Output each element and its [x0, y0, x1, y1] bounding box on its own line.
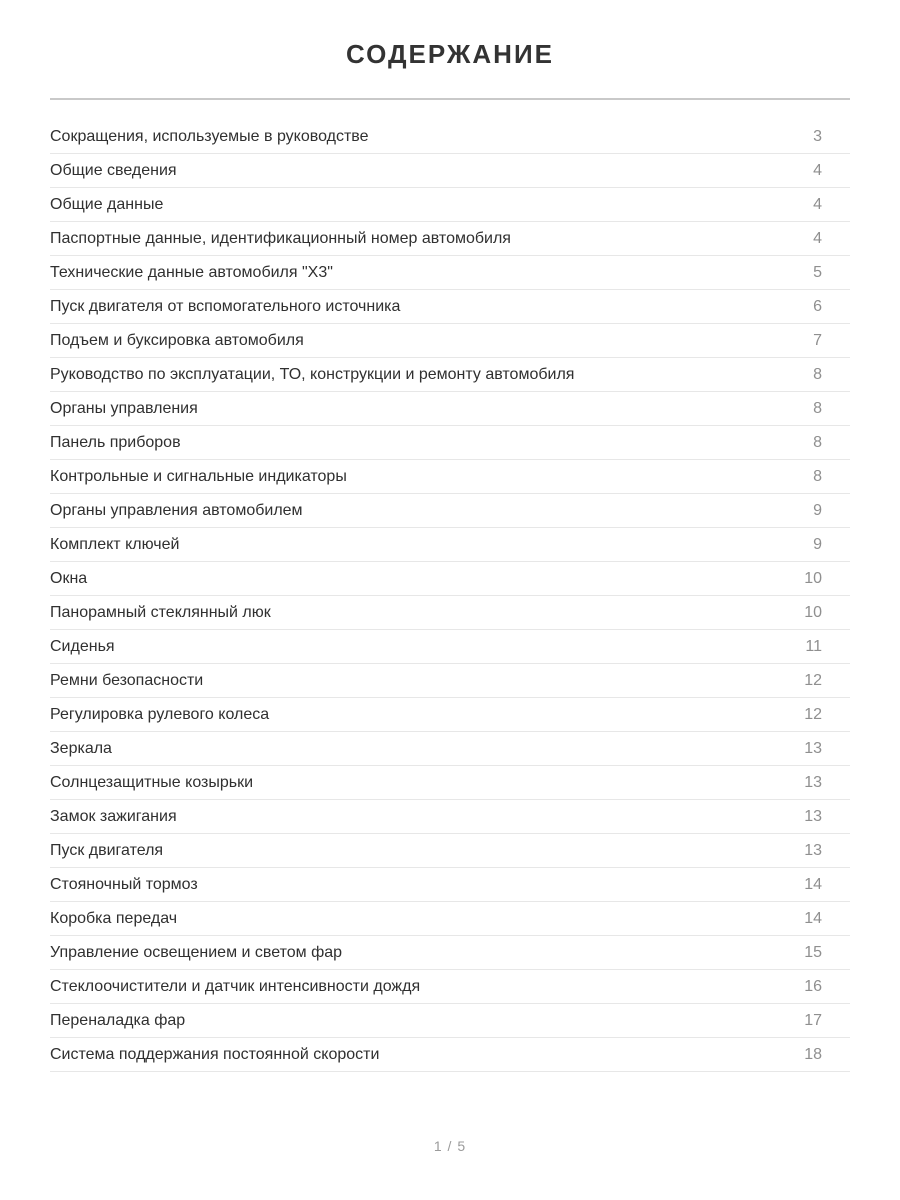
- toc-entry-label: Подъем и буксировка автомобиля: [50, 331, 304, 349]
- toc-entry-page-number: 16: [804, 977, 822, 995]
- toc-entry-page-number: 17: [804, 1011, 822, 1029]
- toc-entry-page-number: 8: [813, 467, 822, 485]
- toc-entry[interactable]: [50, 256, 850, 290]
- toc-entry[interactable]: [50, 562, 850, 596]
- toc-entry-page-number: 7: [813, 331, 822, 349]
- toc-entry-label: Ремни безопасности: [50, 671, 204, 689]
- toc-entry[interactable]: [50, 290, 850, 324]
- toc-entry-page-number: 9: [813, 535, 822, 553]
- toc-entry-label: Стеклоочистители и датчик интенсивности дождя: [50, 977, 421, 995]
- toc-entry[interactable]: [50, 936, 850, 970]
- toc-entry-label: Пуск двигателя от вспомогательного источника: [50, 297, 401, 315]
- toc-entry-page-number: 18: [804, 1045, 822, 1063]
- toc-entry[interactable]: [50, 732, 850, 766]
- toc-entry-label: Система поддержания постоянной скорости: [50, 1045, 380, 1063]
- toc-entry[interactable]: [50, 1038, 850, 1072]
- toc-entry-label: Солнцезащитные козырьки: [50, 773, 254, 791]
- toc-entry-label: Комплект ключей: [50, 535, 180, 553]
- toc-entry-label: Общие сведения: [50, 161, 177, 179]
- toc-entry-page-number: 11: [805, 637, 822, 655]
- toc-entry-label: Сиденья: [50, 637, 115, 655]
- toc-entry[interactable]: [50, 154, 850, 188]
- toc-entry-page-number: 4: [813, 195, 822, 213]
- toc-entry-label: Общие данные: [50, 195, 164, 213]
- toc-entry-label: Окна: [50, 569, 88, 587]
- toc-entry-label: Переналадка фар: [50, 1011, 186, 1029]
- page-title: СОДЕРЖАНИЕ: [346, 39, 554, 69]
- toc-entry-page-number: 5: [813, 263, 822, 281]
- toc-entry[interactable]: [50, 664, 850, 698]
- toc-entry-page-number: 13: [804, 807, 822, 825]
- toc-entry[interactable]: [50, 188, 850, 222]
- toc-entry-page-number: 12: [804, 671, 822, 689]
- toc-entry[interactable]: [50, 868, 850, 902]
- toc-entry-label: Органы управления: [50, 399, 198, 417]
- toc-entry-page-number: 8: [813, 399, 822, 417]
- document-page: [0, 40, 900, 1200]
- toc-entry-label: Панель приборов: [50, 433, 181, 451]
- toc-entry-page-number: 13: [804, 841, 822, 859]
- toc-entry-label: Панорамный стеклянный люк: [50, 603, 271, 621]
- toc-entry-page-number: 14: [804, 909, 822, 927]
- toc-entry[interactable]: [50, 222, 850, 256]
- toc-entry-page-number: 3: [813, 127, 822, 145]
- page-indicator: 1 / 5: [433, 1138, 467, 1154]
- toc-entry-label: Руководство по эксплуатации, ТО, конструкции и ремонту автомобиля: [50, 365, 575, 383]
- toc-entry-page-number: 8: [813, 365, 822, 383]
- toc-entry[interactable]: [50, 902, 850, 936]
- toc-entry[interactable]: [50, 494, 850, 528]
- toc-entry[interactable]: [50, 358, 850, 392]
- toc-entry-label: Контрольные и сигнальные индикаторы: [50, 467, 347, 485]
- toc-entry-page-number: 8: [813, 433, 822, 451]
- toc-entry-label: Паспортные данные, идентификационный номер автомобиля: [50, 229, 511, 247]
- toc-entry[interactable]: [50, 528, 850, 562]
- toc-entry[interactable]: [50, 324, 850, 358]
- toc-entry-page-number: 12: [804, 705, 822, 723]
- toc-entry-label: Замок зажигания: [50, 807, 177, 825]
- toc-entry[interactable]: [50, 800, 850, 834]
- toc-entry-page-number: 13: [804, 739, 822, 757]
- toc-entry-page-number: 4: [813, 161, 822, 179]
- toc-entry[interactable]: [50, 596, 850, 630]
- toc-entry[interactable]: [50, 766, 850, 800]
- toc-entry-page-number: 4: [813, 229, 822, 247]
- toc-entry-label: Зеркала: [50, 739, 112, 757]
- toc-entry[interactable]: [50, 970, 850, 1004]
- toc-entry-label: Технические данные автомобиля "X3": [50, 263, 333, 281]
- toc-entry-page-number: 9: [813, 501, 822, 519]
- toc-entry-page-number: 15: [804, 943, 822, 961]
- toc-list: [50, 120, 850, 1072]
- toc-entry[interactable]: [50, 426, 850, 460]
- toc-entry-page-number: 10: [804, 603, 822, 621]
- title-divider: [50, 98, 850, 100]
- toc-entry[interactable]: [50, 630, 850, 664]
- toc-entry-page-number: 6: [813, 297, 822, 315]
- toc-entry-label: Органы управления автомобилем: [50, 501, 303, 519]
- toc-entry[interactable]: [50, 460, 850, 494]
- toc-entry[interactable]: [50, 120, 850, 154]
- toc-entry-label: Стояночный тормоз: [50, 875, 198, 893]
- toc-entry-page-number: 14: [804, 875, 822, 893]
- toc-entry[interactable]: [50, 698, 850, 732]
- toc-entry-page-number: 10: [804, 569, 822, 587]
- toc-entry-page-number: 13: [804, 773, 822, 791]
- toc-entry[interactable]: [50, 1004, 850, 1038]
- toc-entry[interactable]: [50, 392, 850, 426]
- toc-entry-label: Регулировка рулевого колеса: [50, 705, 270, 723]
- toc-entry-label: Коробка передач: [50, 909, 178, 927]
- toc-entry-label: Управление освещением и светом фар: [50, 943, 343, 961]
- toc-entry-label: Пуск двигателя: [50, 841, 164, 859]
- toc-entry[interactable]: [50, 834, 850, 868]
- toc-entry-label: Сокращения, используемые в руководстве: [50, 127, 369, 145]
